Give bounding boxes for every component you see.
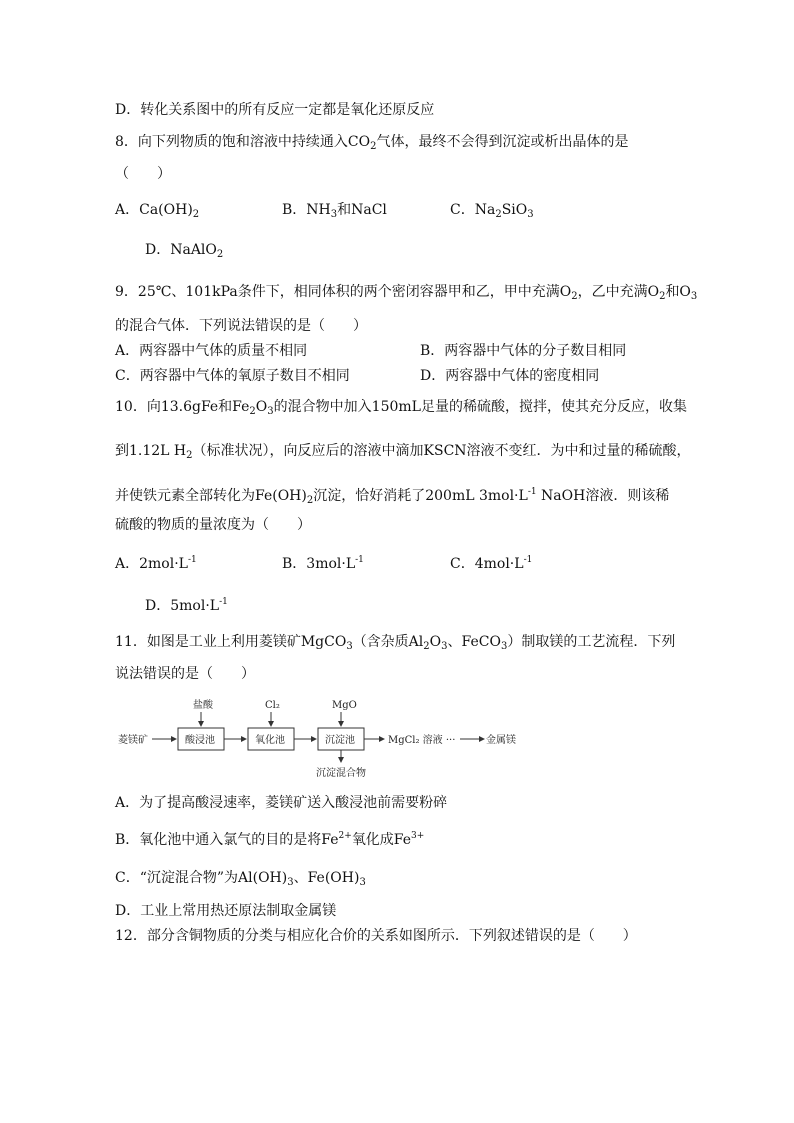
q8-answer-paren: （ ） (115, 166, 171, 182)
q8-option-d: D．NaAlO$_2$ (145, 242, 224, 260)
q9-option-a: A．两容器中气体的质量不相同 (115, 343, 308, 359)
q11-option-b: B．氧化池中通入氯气的目的是将$Fe^{2+}$氧化成$Fe^{3+}$ (115, 831, 425, 848)
flow-end-label: 金属镁 (486, 735, 516, 746)
flow-box-oxidation-label: 氧化池 (255, 735, 285, 746)
q10-option-a: A．$2mol\cdot L^{-1}$ (115, 555, 197, 572)
flow-output-mgcl2: MgCl₂ 溶液 ··· (388, 735, 456, 746)
flow-start-label: 菱镁矿 (118, 735, 148, 746)
q10-stem-line2: 到1.12L $H_2$（标准状况），向反应后的溶液中滴加KSCN溶液不变红．为中和过量的稀硫酸， (115, 443, 691, 461)
flow-box-acid-leach-label: 酸浸池 (185, 735, 215, 746)
q12-stem: 12．部分含铜物质的分类与相应化合价的关系如图所示．下列叙述错误的是（ ） (115, 928, 637, 944)
q9-stem: 9．25℃、101kPa条件下，相同体积的两个密闭容器甲和乙，甲中充满$O_2$，乙中充满$O_2$和$O_3$ (115, 284, 698, 302)
flow-input-cl2: Cl₂ (265, 700, 280, 711)
q9-stem-line2: 的混合气体．下列说法错误的是（ ） (115, 318, 367, 334)
q10-option-b: B．$3mol\cdot L^{-1}$ (282, 555, 364, 572)
q11-stem-line1: 11．如图是工业上利用菱镁矿MgCO$_3$（含杂质$Al_2O_3$、FeCO$_3$）制取镁的工艺流程．下列 (115, 634, 676, 652)
flow-output-precipitate: 沉淀混合物 (316, 768, 366, 779)
q9-option-c: C．两容器中气体的氧原子数目不相同 (115, 368, 350, 384)
q11-stem-line2: 说法错误的是（ ） (115, 666, 255, 682)
process-flow-diagram (118, 696, 518, 780)
q9-option-b: B．两容器中气体的分子数目相同 (420, 343, 627, 359)
q10-stem-line3: 并使铁元素全部转化为$Fe(OH)_2$沉淀，恰好消耗了200mL $3mol\cdot L^{-1}$ NaOH溶液．则该稀 (115, 487, 670, 506)
flow-box-precipitation-label: 沉淀池 (325, 735, 355, 746)
q10-option-c: C．$4mol\cdot L^{-1}$ (450, 555, 533, 572)
q9-option-d: D．两容器中气体的密度相同 (420, 368, 600, 384)
q8-option-a: A．$Ca(OH)_2$ (115, 202, 200, 220)
q7-option-d: D．转化关系图中的所有反应一定都是氧化还原反应 (115, 102, 435, 118)
q8-option-c: C．$Na_2SiO_3$ (450, 202, 534, 220)
q10-option-d: D．$5mol\cdot L^{-1}$ (145, 597, 228, 614)
flow-input-mgo: MgO (332, 700, 357, 711)
q10-stem-line1: 10．向13.6gFe和$Fe_2O_3$的混合物中加入150mL足量的稀硫酸，搅拌，使其充分反应，收集 (115, 399, 687, 417)
q8-option-b: B．$NH_3$和NaCl (282, 202, 387, 220)
q11-option-a: A．为了提高酸浸速率，菱镁矿送入酸浸池前需要粉碎 (115, 795, 448, 811)
q10-stem-line4: 硫酸的物质的量浓度为（ ） (115, 517, 311, 533)
q11-option-c: C．“沉淀混合物”为$Al(OH)_3$、$Fe(OH)_3$ (115, 870, 366, 888)
flow-input-hcl: 盐酸 (193, 700, 213, 711)
q11-option-d: D．工业上常用热还原法制取金属镁 (115, 903, 337, 919)
q8-stem: 8．向下列物质的饱和溶液中持续通入$CO_2$气体，最终不会得到沉淀或析出晶体的是 (115, 134, 629, 152)
